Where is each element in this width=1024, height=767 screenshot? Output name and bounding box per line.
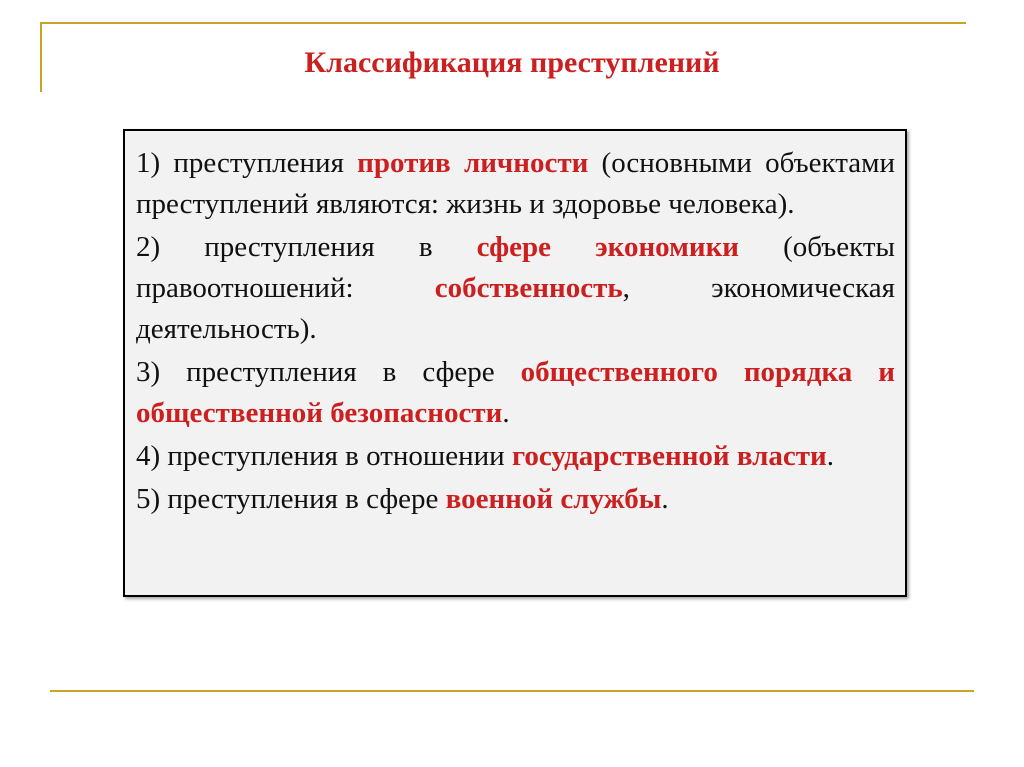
item-5-prefix: 5) преступления в сфере: [136, 483, 446, 515]
item-2-prefix: 2) преступления в: [136, 231, 477, 263]
list-item-1: [136, 143, 895, 225]
classification-box: [123, 129, 907, 597]
item-1-prefix: 1) преступления: [136, 147, 358, 179]
item-1-suffix: (основными объектами преступлений являются: жизнь и здоровье человека).: [136, 147, 895, 220]
bottom-divider: [50, 690, 974, 692]
list-item-4: [136, 436, 895, 477]
item-2-highlight-2: собственность: [434, 272, 623, 304]
item-4-highlight: государственной власти: [511, 440, 827, 472]
item-2-suffix: , экономическая деятельность).: [136, 272, 895, 345]
item-3-suffix: .: [502, 397, 510, 429]
item-4-prefix: 4) преступления в отношении: [136, 440, 512, 472]
item-1-highlight: против личности: [357, 147, 589, 179]
item-3-prefix: 3) преступления в сфере: [136, 356, 521, 388]
item-5-highlight: военной службы: [445, 483, 662, 515]
item-5-suffix: .: [661, 483, 669, 515]
item-2-highlight: сфере экономики: [476, 231, 739, 263]
top-divider: [40, 22, 966, 24]
item-2-middle: (объекты правоотношений:: [136, 231, 895, 304]
list-item-5: [136, 479, 895, 520]
item-3-highlight: общественного порядка и общественной безопасности: [136, 356, 895, 429]
list-item-3: [136, 352, 895, 434]
list-item-2: [136, 227, 895, 350]
item-4-suffix: .: [826, 440, 835, 472]
slide-title: Классификация преступлений: [304, 46, 720, 79]
